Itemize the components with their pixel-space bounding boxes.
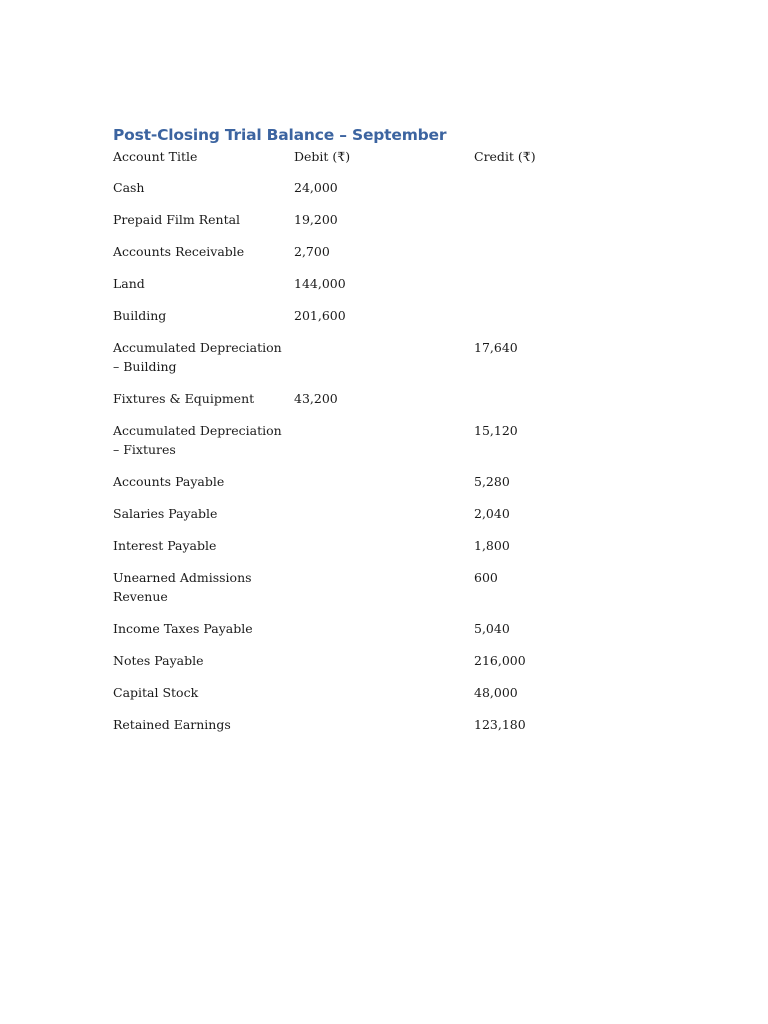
account-cell: Accounts Payable [113,474,225,489]
table-row [113,651,653,683]
table-row [113,178,653,210]
table-row [113,306,653,338]
table-row [113,421,653,472]
debit-cell [294,619,474,651]
header-account-title: Account Title [113,149,198,164]
debit-cell [294,472,474,504]
page-title: Post-Closing Trial Balance – September [113,126,447,144]
debit-cell: 19,200 [294,212,338,227]
header-credit: Credit (₹) [474,149,536,164]
credit-cell: 600 [474,570,498,585]
table-row [113,683,653,715]
debit-cell [294,338,474,389]
credit-cell: 5,280 [474,474,510,489]
credit-cell: 123,180 [474,717,526,732]
debit-cell: 24,000 [294,180,338,195]
account-cell: Income Taxes Payable [113,621,253,636]
credit-cell [474,178,653,210]
credit-cell [474,389,653,421]
header-debit: Debit (₹) [294,149,351,164]
trial-balance-table [113,146,653,747]
debit-cell [294,421,474,472]
table-row [113,242,653,274]
debit-cell [294,536,474,568]
debit-cell: 144,000 [294,276,346,291]
account-cell: Fixtures & Equipment [113,391,255,406]
credit-cell [474,274,653,306]
credit-cell: 5,040 [474,621,510,636]
account-cell: Unearned Admissions Revenue [113,570,252,604]
credit-cell: 48,000 [474,685,518,700]
debit-cell [294,715,474,747]
debit-cell: 201,600 [294,308,346,323]
debit-cell [294,651,474,683]
table-row [113,715,653,747]
debit-cell [294,568,474,619]
table-row [113,210,653,242]
table-row [113,472,653,504]
debit-cell: 43,200 [294,391,338,406]
table-row [113,568,653,619]
credit-cell: 216,000 [474,653,526,668]
debit-cell [294,504,474,536]
debit-cell: 2,700 [294,244,330,259]
account-cell: Accounts Receivable [113,244,245,259]
document-page [113,124,673,747]
account-cell: Building [113,308,167,323]
account-cell: Notes Payable [113,653,204,668]
credit-cell [474,306,653,338]
credit-cell: 2,040 [474,506,510,521]
credit-cell: 1,800 [474,538,510,553]
debit-cell [294,683,474,715]
table-header-row [113,146,653,178]
account-cell: Retained Earnings [113,717,231,732]
account-cell: Land [113,276,145,291]
account-cell: Cash [113,180,145,195]
table-row [113,619,653,651]
account-cell: Prepaid Film Rental [113,212,241,227]
account-cell: Accumulated Depreciation – Building [113,340,282,374]
account-cell: Capital Stock [113,685,199,700]
table-row [113,504,653,536]
account-cell: Accumulated Depreciation – Fixtures [113,423,282,457]
credit-cell: 15,120 [474,423,518,438]
credit-cell [474,242,653,274]
table-row [113,389,653,421]
table-row [113,536,653,568]
account-cell: Interest Payable [113,538,217,553]
table-row [113,338,653,389]
credit-cell: 17,640 [474,340,518,355]
credit-cell [474,210,653,242]
account-cell: Salaries Payable [113,506,218,521]
table-row [113,274,653,306]
